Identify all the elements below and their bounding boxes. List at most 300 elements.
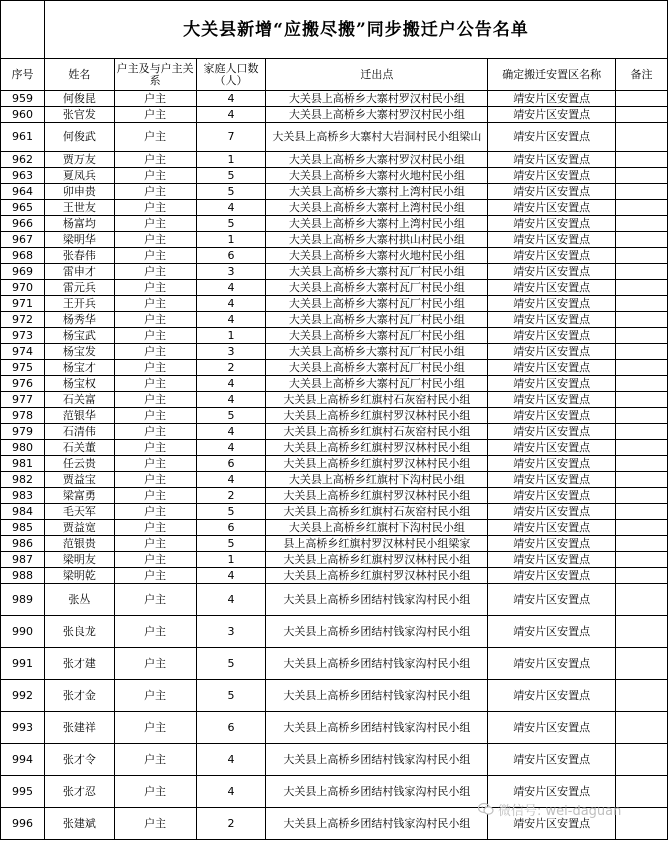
cell-household-size: 7: [196, 123, 266, 152]
cell-origin: 大关县上高桥乡大寨村上湾村民小组: [266, 184, 488, 200]
cell-relation: 户主: [114, 536, 196, 552]
cell-resettlement-site: 靖安片区安置点: [488, 328, 616, 344]
cell-household-size: 5: [196, 184, 266, 200]
cell-remarks: [616, 280, 668, 296]
table-row: [1, 168, 668, 184]
cell-origin: 大关县上高桥乡大寨村瓦厂村民小组: [266, 280, 488, 296]
cell-index: 969: [1, 264, 45, 280]
cell-origin: 大关县上高桥乡红旗村罗汉林村民小组: [266, 568, 488, 584]
table-row: [1, 392, 668, 408]
cell-resettlement-site: 靖安片区安置点: [488, 488, 616, 504]
table-row: [1, 280, 668, 296]
cell-relation: 户主: [114, 408, 196, 424]
cell-origin: 大关县上高桥乡大寨村瓦厂村民小组: [266, 328, 488, 344]
cell-remarks: [616, 328, 668, 344]
cell-name: 梁明华: [44, 232, 114, 248]
cell-resettlement-site: 靖安片区安置点: [488, 648, 616, 680]
page-title: 大关县新增“应搬尽搬”同步搬迁户公告名单: [44, 1, 667, 59]
col-header-origin: 迁出点: [266, 59, 488, 91]
table-row: [1, 488, 668, 504]
cell-remarks: [616, 360, 668, 376]
cell-household-size: 4: [196, 584, 266, 616]
cell-origin: 大关县上高桥乡大寨村瓦厂村民小组: [266, 376, 488, 392]
cell-relation: 户主: [114, 552, 196, 568]
cell-relation: 户主: [114, 424, 196, 440]
cell-name: 贾万友: [44, 152, 114, 168]
table-row: [1, 152, 668, 168]
cell-remarks: [616, 536, 668, 552]
table-row: [1, 264, 668, 280]
cell-resettlement-site: 靖安片区安置点: [488, 568, 616, 584]
cell-remarks: [616, 408, 668, 424]
cell-origin: 大关县上高桥乡红旗村罗汉林村民小组: [266, 552, 488, 568]
cell-relation: 户主: [114, 648, 196, 680]
cell-household-size: 5: [196, 648, 266, 680]
cell-household-size: 2: [196, 808, 266, 840]
cell-remarks: [616, 712, 668, 744]
cell-remarks: [616, 107, 668, 123]
cell-household-size: 4: [196, 744, 266, 776]
cell-origin: 大关县上高桥乡大寨村罗汉村民小组: [266, 91, 488, 107]
cell-relation: 户主: [114, 440, 196, 456]
table-row: [1, 312, 668, 328]
cell-household-size: 5: [196, 408, 266, 424]
header-row: [1, 59, 668, 91]
cell-resettlement-site: 靖安片区安置点: [488, 264, 616, 280]
corner-cell: [1, 1, 45, 59]
cell-remarks: [616, 472, 668, 488]
cell-origin: 大关县上高桥乡红旗村石灰窑村民小组: [266, 424, 488, 440]
cell-name: 张春伟: [44, 248, 114, 264]
cell-resettlement-site: 靖安片区安置点: [488, 232, 616, 248]
cell-index: 966: [1, 216, 45, 232]
table-row: [1, 536, 668, 552]
cell-remarks: [616, 680, 668, 712]
table-row: [1, 200, 668, 216]
wechat-icon: [478, 802, 494, 816]
cell-name: 杨宝才: [44, 360, 114, 376]
cell-index: 963: [1, 168, 45, 184]
cell-remarks: [616, 552, 668, 568]
cell-household-size: 5: [196, 680, 266, 712]
cell-name: 贾益宝: [44, 472, 114, 488]
cell-relation: 户主: [114, 808, 196, 840]
cell-resettlement-site: 靖安片区安置点: [488, 504, 616, 520]
cell-household-size: 3: [196, 616, 266, 648]
cell-index: 970: [1, 280, 45, 296]
cell-household-size: 4: [196, 568, 266, 584]
cell-index: 975: [1, 360, 45, 376]
cell-remarks: [616, 216, 668, 232]
cell-household-size: 3: [196, 264, 266, 280]
cell-index: 989: [1, 584, 45, 616]
cell-household-size: 4: [196, 312, 266, 328]
cell-resettlement-site: 靖安片区安置点: [488, 184, 616, 200]
cell-relation: 户主: [114, 344, 196, 360]
cell-name: 石关富: [44, 392, 114, 408]
cell-resettlement-site: 靖安片区安置点: [488, 392, 616, 408]
cell-household-size: 5: [196, 504, 266, 520]
cell-origin: 大关县上高桥乡大寨村上湾村民小组: [266, 200, 488, 216]
cell-relation: 户主: [114, 248, 196, 264]
cell-resettlement-site: 靖安片区安置点: [488, 472, 616, 488]
cell-name: 卯申贵: [44, 184, 114, 200]
title-row: [1, 1, 668, 59]
cell-relation: 户主: [114, 472, 196, 488]
cell-relation: 户主: [114, 504, 196, 520]
cell-resettlement-site: 靖安片区安置点: [488, 616, 616, 648]
cell-index: 960: [1, 107, 45, 123]
cell-resettlement-site: 靖安片区安置点: [488, 168, 616, 184]
cell-name: 张丛: [44, 584, 114, 616]
table-row: [1, 344, 668, 360]
table-row: [1, 472, 668, 488]
table-row: [1, 216, 668, 232]
cell-relation: 户主: [114, 488, 196, 504]
cell-index: 962: [1, 152, 45, 168]
cell-resettlement-site: 靖安片区安置点: [488, 360, 616, 376]
cell-index: 996: [1, 808, 45, 840]
cell-household-size: 4: [196, 200, 266, 216]
cell-remarks: [616, 200, 668, 216]
cell-household-size: 1: [196, 328, 266, 344]
cell-remarks: [616, 123, 668, 152]
col-header-remarks: 备注: [616, 59, 668, 91]
cell-index: 977: [1, 392, 45, 408]
cell-resettlement-site: 靖安片区安置点: [488, 248, 616, 264]
cell-origin: 大关县上高桥乡大寨村拱山村民小组: [266, 232, 488, 248]
cell-name: 夏凤兵: [44, 168, 114, 184]
cell-household-size: 4: [196, 280, 266, 296]
cell-resettlement-site: 靖安片区安置点: [488, 712, 616, 744]
cell-origin: 大关县上高桥乡大寨村瓦厂村民小组: [266, 296, 488, 312]
cell-relation: 户主: [114, 232, 196, 248]
cell-household-size: 5: [196, 216, 266, 232]
cell-index: 991: [1, 648, 45, 680]
cell-index: 974: [1, 344, 45, 360]
table-row: [1, 107, 668, 123]
cell-household-size: 4: [196, 472, 266, 488]
cell-index: 995: [1, 776, 45, 808]
cell-origin: 大关县上高桥乡大寨村火地村民小组: [266, 168, 488, 184]
cell-household-size: 2: [196, 360, 266, 376]
cell-origin: 大关县上高桥乡大寨村火地村民小组: [266, 248, 488, 264]
cell-origin: 大关县上高桥乡大寨村瓦厂村民小组: [266, 360, 488, 376]
cell-index: 984: [1, 504, 45, 520]
cell-remarks: [616, 568, 668, 584]
cell-index: 994: [1, 744, 45, 776]
table-row: [1, 123, 668, 152]
cell-household-size: 4: [196, 424, 266, 440]
cell-origin: 大关县上高桥乡团结村钱家沟村民小组: [266, 584, 488, 616]
cell-origin: 县上高桥乡红旗村罗汉林村民小组梁家: [266, 536, 488, 552]
cell-index: 959: [1, 91, 45, 107]
cell-relation: 户主: [114, 376, 196, 392]
table-row: [1, 504, 668, 520]
col-header-resettlement-site: 确定搬迁安置区名称: [488, 59, 616, 91]
cell-name: 张才建: [44, 648, 114, 680]
cell-origin: 大关县上高桥乡大寨村瓦厂村民小组: [266, 344, 488, 360]
cell-index: 992: [1, 680, 45, 712]
cell-name: 张良龙: [44, 616, 114, 648]
cell-resettlement-site: 靖安片区安置点: [488, 376, 616, 392]
cell-name: 杨宝发: [44, 344, 114, 360]
cell-index: 979: [1, 424, 45, 440]
cell-name: 张建祥: [44, 712, 114, 744]
cell-household-size: 6: [196, 520, 266, 536]
cell-relation: 户主: [114, 296, 196, 312]
cell-origin: 大关县上高桥乡团结村钱家沟村民小组: [266, 744, 488, 776]
cell-resettlement-site: 靖安片区安置点: [488, 680, 616, 712]
cell-resettlement-site: 靖安片区安置点: [488, 107, 616, 123]
cell-name: 张官发: [44, 107, 114, 123]
table-row: [1, 680, 668, 712]
table-row: [1, 568, 668, 584]
cell-remarks: [616, 520, 668, 536]
cell-origin: 大关县上高桥乡红旗村石灰窑村民小组: [266, 504, 488, 520]
table-row: [1, 376, 668, 392]
cell-index: 964: [1, 184, 45, 200]
cell-resettlement-site: 靖安片区安置点: [488, 123, 616, 152]
cell-name: 张建斌: [44, 808, 114, 840]
cell-household-size: 4: [196, 91, 266, 107]
table-row: [1, 744, 668, 776]
wechat-watermark: [478, 798, 664, 820]
col-header-relation: 户主及与户主关系: [114, 59, 196, 91]
cell-name: 杨宝武: [44, 328, 114, 344]
cell-origin: 大关县上高桥乡红旗村下沟村民小组: [266, 520, 488, 536]
table-row: [1, 248, 668, 264]
cell-relation: 户主: [114, 216, 196, 232]
table-row: [1, 456, 668, 472]
cell-household-size: 3: [196, 344, 266, 360]
cell-origin: 大关县上高桥乡红旗村罗汉林村民小组: [266, 456, 488, 472]
cell-name: 王开兵: [44, 296, 114, 312]
cell-resettlement-site: 靖安片区安置点: [488, 456, 616, 472]
cell-name: 张才令: [44, 744, 114, 776]
cell-origin: 大关县上高桥乡团结村钱家沟村民小组: [266, 712, 488, 744]
cell-name: 雷元兵: [44, 280, 114, 296]
cell-index: 990: [1, 616, 45, 648]
cell-relation: 户主: [114, 184, 196, 200]
cell-origin: 大关县上高桥乡大寨村大岩洞村民小组梁山: [266, 123, 488, 152]
cell-resettlement-site: 靖安片区安置点: [488, 200, 616, 216]
cell-household-size: 1: [196, 232, 266, 248]
cell-name: 石清伟: [44, 424, 114, 440]
cell-remarks: [616, 248, 668, 264]
cell-relation: 户主: [114, 264, 196, 280]
table-row: [1, 296, 668, 312]
cell-remarks: [616, 424, 668, 440]
cell-household-size: 4: [196, 440, 266, 456]
cell-household-size: 4: [196, 376, 266, 392]
cell-index: 982: [1, 472, 45, 488]
cell-household-size: 6: [196, 712, 266, 744]
cell-origin: 大关县上高桥乡大寨村罗汉村民小组: [266, 152, 488, 168]
table-row: [1, 232, 668, 248]
cell-remarks: [616, 152, 668, 168]
cell-relation: 户主: [114, 200, 196, 216]
cell-remarks: [616, 91, 668, 107]
table-row: [1, 440, 668, 456]
cell-origin: 大关县上高桥乡团结村钱家沟村民小组: [266, 808, 488, 840]
cell-relation: 户主: [114, 107, 196, 123]
cell-resettlement-site: 靖安片区安置点: [488, 440, 616, 456]
cell-resettlement-site: 靖安片区安置点: [488, 536, 616, 552]
cell-name: 何俊昆: [44, 91, 114, 107]
cell-origin: 大关县上高桥乡团结村钱家沟村民小组: [266, 776, 488, 808]
cell-origin: 大关县上高桥乡团结村钱家沟村民小组: [266, 648, 488, 680]
cell-remarks: [616, 376, 668, 392]
cell-household-size: 4: [196, 392, 266, 408]
table-row: [1, 712, 668, 744]
cell-remarks: [616, 488, 668, 504]
cell-origin: 大关县上高桥乡红旗村下沟村民小组: [266, 472, 488, 488]
cell-resettlement-site: 靖安片区安置点: [488, 808, 616, 840]
cell-index: 965: [1, 200, 45, 216]
cell-index: 978: [1, 408, 45, 424]
cell-name: 石关董: [44, 440, 114, 456]
cell-index: 987: [1, 552, 45, 568]
cell-resettlement-site: 靖安片区安置点: [488, 312, 616, 328]
cell-name: 雷申才: [44, 264, 114, 280]
cell-remarks: [616, 232, 668, 248]
cell-index: 961: [1, 123, 45, 152]
cell-index: 971: [1, 296, 45, 312]
cell-resettlement-site: 靖安片区安置点: [488, 91, 616, 107]
cell-remarks: [616, 744, 668, 776]
table-row: [1, 328, 668, 344]
table-row: [1, 424, 668, 440]
cell-name: 杨富均: [44, 216, 114, 232]
cell-household-size: 4: [196, 776, 266, 808]
watermark-text: 微信号: wei-daguan: [498, 803, 622, 819]
table-row: [1, 408, 668, 424]
cell-index: 981: [1, 456, 45, 472]
cell-name: 范银贵: [44, 536, 114, 552]
cell-remarks: [616, 616, 668, 648]
table-row: [1, 91, 668, 107]
cell-origin: 大关县上高桥乡大寨村上湾村民小组: [266, 216, 488, 232]
cell-index: 985: [1, 520, 45, 536]
cell-relation: 户主: [114, 744, 196, 776]
cell-relation: 户主: [114, 680, 196, 712]
cell-relation: 户主: [114, 776, 196, 808]
cell-resettlement-site: 靖安片区安置点: [488, 552, 616, 568]
cell-relation: 户主: [114, 616, 196, 648]
cell-index: 976: [1, 376, 45, 392]
cell-relation: 户主: [114, 123, 196, 152]
cell-origin: 大关县上高桥乡红旗村罗汉林村民小组: [266, 440, 488, 456]
cell-remarks: [616, 584, 668, 616]
cell-household-size: 4: [196, 296, 266, 312]
cell-index: 980: [1, 440, 45, 456]
table-row: [1, 520, 668, 536]
table-row: [1, 648, 668, 680]
cell-origin: 大关县上高桥乡红旗村石灰窑村民小组: [266, 392, 488, 408]
cell-index: 972: [1, 312, 45, 328]
cell-resettlement-site: 靖安片区安置点: [488, 280, 616, 296]
cell-name: 毛天军: [44, 504, 114, 520]
cell-remarks: [616, 312, 668, 328]
cell-remarks: [616, 344, 668, 360]
cell-relation: 户主: [114, 168, 196, 184]
cell-origin: 大关县上高桥乡大寨村罗汉村民小组: [266, 107, 488, 123]
cell-index: 993: [1, 712, 45, 744]
cell-household-size: 1: [196, 152, 266, 168]
cell-household-size: 6: [196, 248, 266, 264]
table-row: [1, 184, 668, 200]
cell-resettlement-site: 靖安片区安置点: [488, 520, 616, 536]
cell-relation: 户主: [114, 520, 196, 536]
cell-name: 杨宝权: [44, 376, 114, 392]
col-header-name: 姓名: [44, 59, 114, 91]
cell-resettlement-site: 靖安片区安置点: [488, 216, 616, 232]
cell-resettlement-site: 靖安片区安置点: [488, 152, 616, 168]
table-row: [1, 616, 668, 648]
cell-resettlement-site: 靖安片区安置点: [488, 424, 616, 440]
cell-origin: 大关县上高桥乡团结村钱家沟村民小组: [266, 616, 488, 648]
cell-index: 968: [1, 248, 45, 264]
cell-remarks: [616, 184, 668, 200]
cell-relation: 户主: [114, 392, 196, 408]
cell-index: 988: [1, 568, 45, 584]
cell-name: 杨秀华: [44, 312, 114, 328]
cell-remarks: [616, 168, 668, 184]
cell-household-size: 2: [196, 488, 266, 504]
cell-name: 梁富勇: [44, 488, 114, 504]
cell-relation: 户主: [114, 152, 196, 168]
cell-name: 任云贵: [44, 456, 114, 472]
col-header-index: 序号: [1, 59, 45, 91]
cell-relation: 户主: [114, 712, 196, 744]
cell-relation: 户主: [114, 280, 196, 296]
cell-relation: 户主: [114, 312, 196, 328]
table-row: [1, 552, 668, 568]
cell-relation: 户主: [114, 456, 196, 472]
cell-resettlement-site: 靖安片区安置点: [488, 776, 616, 808]
cell-remarks: [616, 648, 668, 680]
cell-resettlement-site: 靖安片区安置点: [488, 744, 616, 776]
cell-relation: 户主: [114, 568, 196, 584]
cell-remarks: [616, 392, 668, 408]
cell-relation: 户主: [114, 584, 196, 616]
cell-household-size: 1: [196, 552, 266, 568]
cell-household-size: 4: [196, 107, 266, 123]
cell-name: 张才忍: [44, 776, 114, 808]
cell-remarks: [616, 264, 668, 280]
col-header-household-size: 家庭人口数（人）: [196, 59, 266, 91]
cell-resettlement-site: 靖安片区安置点: [488, 344, 616, 360]
cell-index: 983: [1, 488, 45, 504]
cell-name: 范银华: [44, 408, 114, 424]
cell-resettlement-site: 靖安片区安置点: [488, 584, 616, 616]
cell-name: 张才金: [44, 680, 114, 712]
cell-household-size: 5: [196, 168, 266, 184]
cell-name: 何俊武: [44, 123, 114, 152]
cell-index: 973: [1, 328, 45, 344]
cell-remarks: [616, 504, 668, 520]
cell-origin: 大关县上高桥乡红旗村罗汉林村民小组: [266, 488, 488, 504]
cell-name: 王世友: [44, 200, 114, 216]
cell-household-size: 5: [196, 536, 266, 552]
cell-household-size: 6: [196, 456, 266, 472]
cell-origin: 大关县上高桥乡团结村钱家沟村民小组: [266, 680, 488, 712]
cell-index: 986: [1, 536, 45, 552]
cell-name: 贾益宽: [44, 520, 114, 536]
cell-resettlement-site: 靖安片区安置点: [488, 408, 616, 424]
cell-remarks: [616, 296, 668, 312]
